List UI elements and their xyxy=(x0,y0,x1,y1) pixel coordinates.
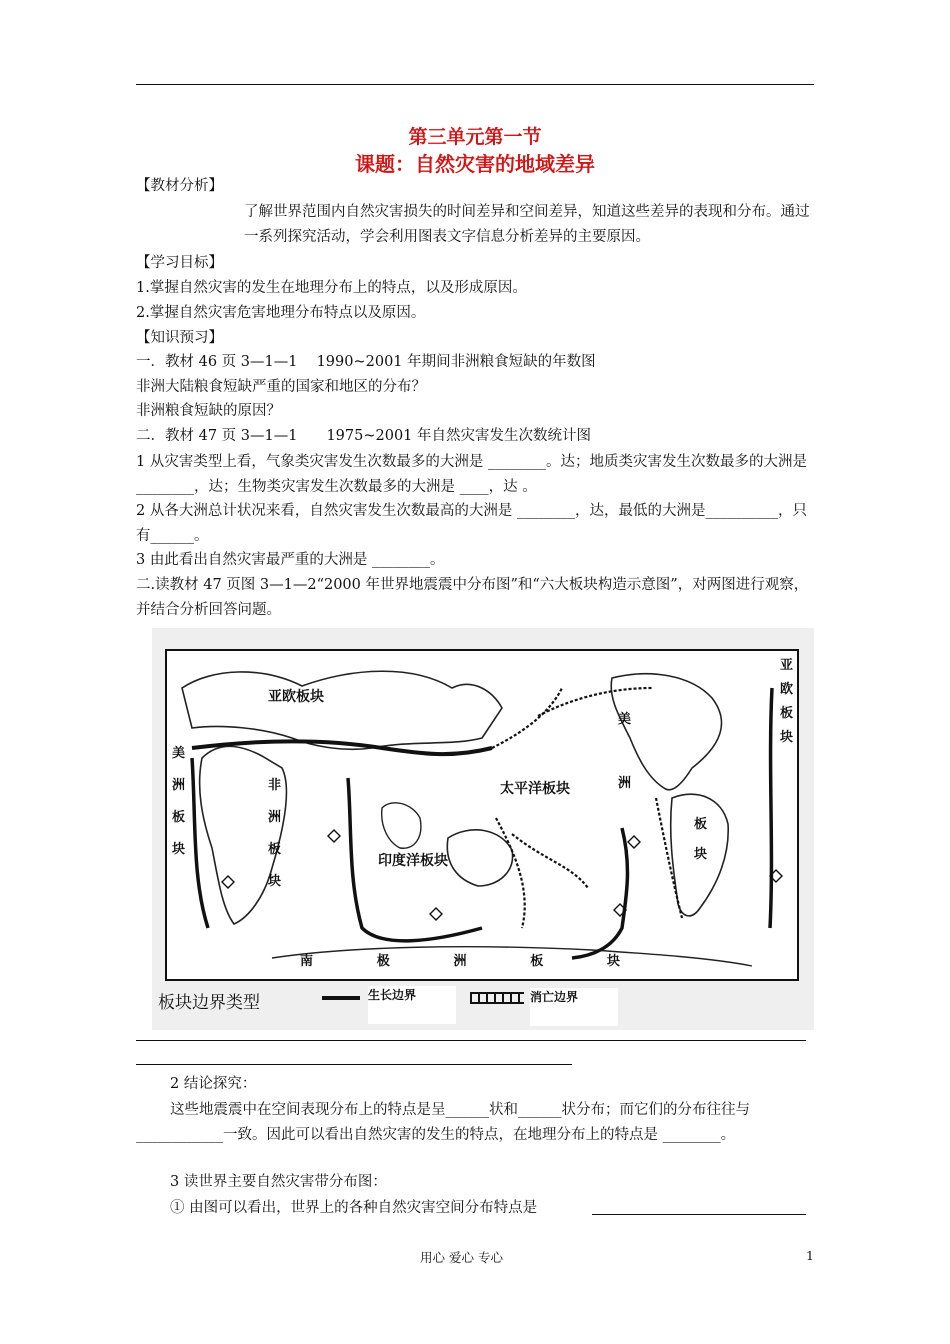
plate-char: 亚 xyxy=(780,658,794,673)
plate-char: 块 xyxy=(780,730,794,745)
question-2: 2 从各大洲总计状况来看，自然灾害发生次数最高的大洲是 ________，达，最低的大洲是__________，只有______。 xyxy=(136,503,807,544)
question-3: 3 由此看出自然灾害最严重的大洲是 ________。 xyxy=(136,552,445,568)
conclusion-q3-1: ① 由图可以看出，世界上的各种自然灾害空间分布特点是 xyxy=(170,1200,538,1216)
plate-char: 美 xyxy=(172,746,186,761)
preview-line: 二．教材 47 页 3—1—1 1975~2001 年自然灾害发生次数统计图 xyxy=(136,428,592,444)
lesson-title: 课题：自然灾害的地域差异 xyxy=(355,152,595,176)
plate-label-american-south xyxy=(694,810,707,870)
answer-line xyxy=(136,1064,572,1065)
plate-char: 洲 xyxy=(172,778,186,793)
plate-char: 欧 xyxy=(780,682,794,697)
goals-heading: 【学习目标】 xyxy=(136,255,223,271)
plate-char: 块 xyxy=(172,842,186,857)
plate-label-eurasia: 亚欧板块 xyxy=(268,689,324,705)
plate-char: 板 xyxy=(172,810,186,825)
preview-line: 非洲大陆粮食短缺严重的国家和地区的分布？ xyxy=(136,379,426,395)
analysis-heading: 【教材分析】 xyxy=(136,178,223,194)
plate-label-african xyxy=(268,770,281,898)
unit-title: 第三单元第一节 xyxy=(408,126,542,148)
plate-char: 非 xyxy=(268,778,282,793)
analysis-text: 了解世界范围内自然灾害损失的时间差异和空间差异，知道这些差异的表现和分布。通过一系列探究活动，学会利用图表文字信息分析差异的主要原因。 xyxy=(244,204,810,245)
preview-heading: 【知识预习】 xyxy=(136,330,223,346)
plate-char: 板 xyxy=(694,817,708,832)
plate-label-pacific: 太平洋板块 xyxy=(500,781,570,797)
subduction-boundary-swatch xyxy=(470,992,524,1004)
conclusion-q3: 3 读世界主要自然灾害带分布图： xyxy=(170,1174,387,1190)
plate-char: 极 xyxy=(376,954,390,969)
plate-char: 南 xyxy=(300,954,314,969)
answer-line xyxy=(136,1040,806,1041)
plate-char: 块 xyxy=(268,874,282,889)
preview-line: 一．教材 46 页 3—1—1 1990~2001 年期间非洲粮食短缺的年数图 xyxy=(136,354,596,370)
header-rule xyxy=(136,84,814,85)
conclusion-text: 这些地震震中在空间表现分布上的特点是呈______状和______状分布；而它们的分布往往与____________一致。因此可以看出自然灾害的发生的特点，在地理分布上的特点是 ________。 xyxy=(136,1102,750,1143)
legend-title: 板块边界类型 xyxy=(158,993,260,1013)
goal-item: 2.掌握自然灾害危害地理分布特点以及原因。 xyxy=(136,305,426,321)
plate-char: 块 xyxy=(694,847,708,862)
plate-char: 洲 xyxy=(453,954,467,969)
plate-char: 板 xyxy=(780,706,794,721)
world-map-drawing xyxy=(152,628,814,1030)
plate-label-antarctic xyxy=(300,950,620,969)
plate-char: 块 xyxy=(606,954,620,969)
plate-char: 美 xyxy=(618,712,632,727)
plate-label-american-left xyxy=(172,738,185,866)
question-4: 二.读教材 47 页图 3—1—2“2000 年世界地震震中分布图”和“六大板块构造示意图”，对两图进行观察，并结合分析回答问题。 xyxy=(136,577,809,618)
legend-growth-label: 生长边界 xyxy=(368,986,456,1024)
conclusion-heading: 2 结论探究： xyxy=(170,1076,257,1092)
plate-char: 板 xyxy=(530,954,544,969)
footer-motto: 用心 爱心 专心 xyxy=(420,1250,503,1265)
growth-boundary-swatch xyxy=(322,996,360,1000)
plate-boundary-map xyxy=(152,628,814,1030)
plate-label-indian: 印度洋板块 xyxy=(378,853,448,869)
preview-line: 非洲粮食短缺的原因？ xyxy=(136,403,281,419)
plate-label-eurasia-right xyxy=(780,654,793,750)
plate-char: 洲 xyxy=(268,810,282,825)
answer-line xyxy=(592,1214,806,1215)
page-number: 1 xyxy=(806,1248,814,1263)
plate-char: 洲 xyxy=(618,776,632,791)
legend-subduction-label: 消亡边界 xyxy=(530,988,618,1026)
plate-char: 板 xyxy=(268,842,282,857)
question-1: 1 从灾害类型上看，气象类灾害发生次数最多的大洲是 ________。达；地质类灾害发生次数最多的大洲是________，达；生物类灾害发生次数最多的大洲是 ____，达 。 xyxy=(136,454,807,495)
goal-item: 1.掌握自然灾害的发生在地理分布上的特点，以及形成原因。 xyxy=(136,280,527,296)
plate-label-american xyxy=(618,688,631,816)
